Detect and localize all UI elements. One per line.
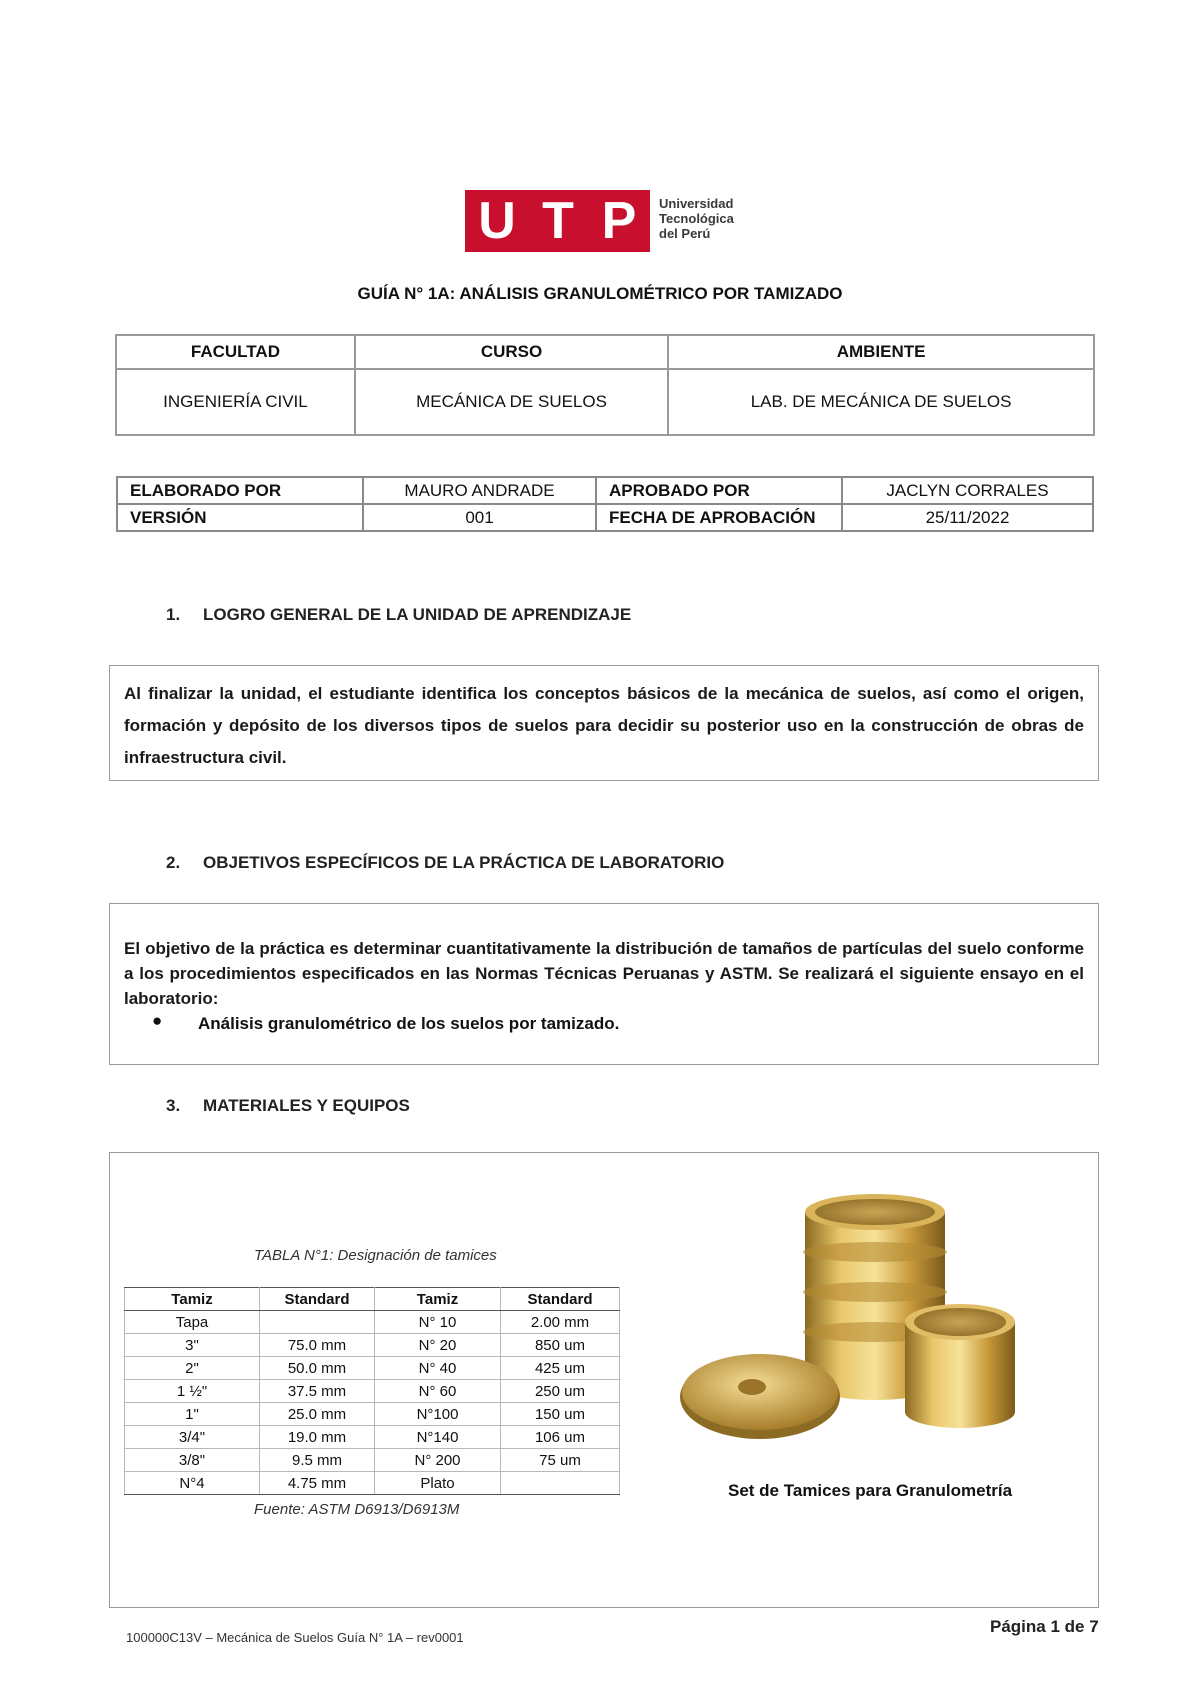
logro-box bbox=[109, 665, 1099, 781]
table-row: 1 ½" 37.5 mm N° 60 250 um bbox=[125, 1380, 620, 1403]
course-info-table bbox=[115, 334, 1095, 436]
value-facultad: INGENIERÍA CIVIL bbox=[116, 369, 355, 435]
objetivos-bullet-item: Análisis granulométrico de los suelos por tamizado. bbox=[198, 1014, 620, 1033]
header-ambiente: AMBIENTE bbox=[668, 335, 1094, 369]
column-header: Standard bbox=[260, 1288, 375, 1311]
label-fecha: FECHA DE APROBACIÓN bbox=[596, 504, 842, 531]
column-header: Tamiz bbox=[125, 1288, 260, 1311]
value-ambiente: LAB. DE MECÁNICA DE SUELOS bbox=[668, 369, 1094, 435]
logro-text: Al finalizar la unidad, el estudiante identifica los conceptos básicos de la mecánica de suelos, así como el origen, formación y depósito de los diversos tipos de suelos para decidir su posterior uso en la construcción de obras de infraestructura civil. bbox=[124, 684, 1084, 767]
table-row: 3/8" 9.5 mm N° 200 75 um bbox=[125, 1449, 620, 1472]
column-header: Standard bbox=[501, 1288, 620, 1311]
document-meta-table bbox=[116, 476, 1094, 532]
table-row: 1" 25.0 mm N°100 150 um bbox=[125, 1403, 620, 1426]
value-elaborado: MAURO ANDRADE bbox=[363, 477, 596, 504]
value-curso: MECÁNICA DE SUELOS bbox=[355, 369, 668, 435]
sieve-table-source: Fuente: ASTM D6913/D6913M bbox=[254, 1501, 460, 1518]
footer-doc-code: 100000C13V – Mecánica de Suelos Guía N° 1A – rev0001 bbox=[126, 1630, 464, 1645]
sieve-table-caption: TABLA N°1: Designación de tamices bbox=[254, 1247, 497, 1264]
logo-letter-p: P bbox=[601, 192, 637, 250]
logo-letter-u: U bbox=[478, 192, 516, 250]
section-heading-3: 3. MATERIALES Y EQUIPOS bbox=[166, 1096, 410, 1115]
value-aprobado: JACLYN CORRALES bbox=[842, 477, 1093, 504]
section-heading-2: 2. OBJETIVOS ESPECÍFICOS DE LA PRÁCTICA DE LABORATORIO bbox=[166, 853, 725, 872]
table-row: 3" 75.0 mm N° 20 850 um bbox=[125, 1334, 620, 1357]
sieve-set-image bbox=[680, 1182, 1070, 1472]
table-row: 2" 50.0 mm N° 40 425 um bbox=[125, 1357, 620, 1380]
objetivos-box bbox=[109, 903, 1099, 1065]
header-facultad: FACULTAD bbox=[116, 335, 355, 369]
label-version: VERSIÓN bbox=[117, 504, 363, 531]
value-fecha: 25/11/2022 bbox=[842, 504, 1093, 531]
bullet-icon: ● bbox=[152, 1011, 163, 1030]
table-row: N°4 4.75 mm Plato bbox=[125, 1472, 620, 1495]
utp-logo bbox=[465, 190, 765, 252]
label-aprobado: APROBADO POR bbox=[596, 477, 842, 504]
table-header-row bbox=[125, 1288, 620, 1311]
objetivos-text: El objetivo de la práctica es determinar cuantitativamente la distribución de tamaños de partículas del suelo conforme a los procedimientos especificados en las Normas Técnicas Peruanas y ASTM. Se realizará el siguiente ensayo en el laboratorio: bbox=[124, 939, 1084, 1008]
column-header: Tamiz bbox=[375, 1288, 501, 1311]
document-title: GUÍA N° 1A: ANÁLISIS GRANULOMÉTRICO POR TAMIZADO bbox=[357, 284, 843, 303]
value-version: 001 bbox=[363, 504, 596, 531]
sieve-designation-table bbox=[124, 1287, 620, 1495]
logo-letter-t: T bbox=[542, 192, 574, 250]
logo-university-name: Universidad Tecnológica del Perú bbox=[659, 196, 734, 241]
image-caption: Set de Tamices para Granulometría bbox=[728, 1481, 1013, 1500]
footer-page-number: Página 1 de 7 bbox=[990, 1617, 1099, 1636]
table-row: 3/4" 19.0 mm N°140 106 um bbox=[125, 1426, 620, 1449]
table-row: Tapa N° 10 2.00 mm bbox=[125, 1311, 620, 1334]
label-elaborado: ELABORADO POR bbox=[117, 477, 363, 504]
section-heading-1: 1. LOGRO GENERAL DE LA UNIDAD DE APRENDIZAJE bbox=[166, 605, 632, 624]
header-curso: CURSO bbox=[355, 335, 668, 369]
